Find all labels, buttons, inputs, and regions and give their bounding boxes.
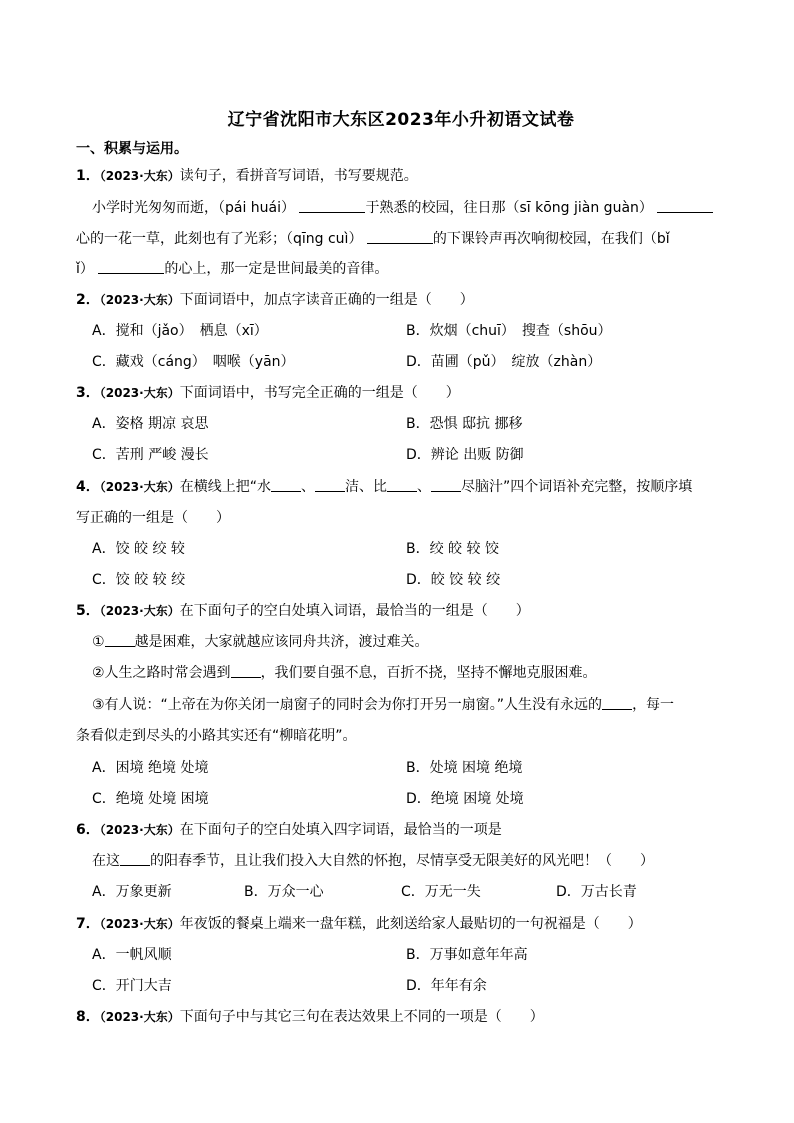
question-8 <box>76 1007 544 1027</box>
answer-blank[interactable] <box>120 851 150 866</box>
sentence-text: 在这 <box>92 853 120 869</box>
option-b[interactable]: B．绞 皎 较 饺 <box>406 541 499 557</box>
option-b[interactable]: B．炊烟（chuī） 搜查（shōu） <box>406 323 612 339</box>
option-d[interactable]: D．苗圃（pǔ） 绽放（zhàn） <box>406 354 602 370</box>
option-d[interactable]: D．年年有余 <box>406 978 487 994</box>
question-source: （2023·大东） <box>99 293 180 307</box>
question-source: （2023·大东） <box>99 1010 180 1024</box>
question-source: （2023·大东） <box>99 169 180 183</box>
option-c[interactable]: C．绝境 处境 困境 <box>92 791 209 807</box>
question-source: （2023·大东） <box>99 480 180 494</box>
option-b[interactable]: B．万事如意年年高 <box>406 947 528 963</box>
question-number: 6． <box>76 822 100 838</box>
answer-blank[interactable] <box>315 477 345 492</box>
sentence-3 <box>92 695 674 715</box>
sentence-3-continued: 条看似走到尽头的小路其实还有“柳暗花明”。 <box>76 728 357 744</box>
question-stem: 、 <box>300 479 315 495</box>
sentence-text: ③有人说：“上帝在为你关闭一扇窗子的同时会为你打开另一扇窗。”人生没有永远的 <box>92 697 603 713</box>
passage-line-2 <box>76 229 670 249</box>
question-source: （2023·大东） <box>99 386 180 400</box>
answer-blank[interactable] <box>657 198 713 213</box>
option-d[interactable]: D．万古长青 <box>556 884 637 900</box>
answer-blank[interactable] <box>105 632 135 647</box>
option-d[interactable]: D．辨论 出贩 防御 <box>406 447 524 463</box>
question-7 <box>76 914 642 934</box>
answer-blank[interactable] <box>299 198 365 213</box>
answer-blank[interactable] <box>98 259 164 274</box>
passage-text: 小学时光匆匆而逝，（pái huái） <box>92 200 296 216</box>
question-number: 3． <box>76 385 100 401</box>
question-stem: 在下面句子的空白处填入四字词语，最恰当的一项是 <box>179 822 502 838</box>
sentence-text: ，每一 <box>632 697 675 713</box>
option-b[interactable]: B．处境 困境 绝境 <box>406 760 523 776</box>
option-c[interactable]: C．万无一失 <box>401 884 481 900</box>
answer-blank[interactable] <box>431 477 461 492</box>
option-c[interactable]: C．藏戏（cáng） 咽喉（yān） <box>92 354 295 370</box>
option-a[interactable]: A．一帆风顺 <box>92 947 172 963</box>
section-heading: 一、积累与运用。 <box>76 141 188 157</box>
option-a[interactable]: A．困境 绝境 处境 <box>92 760 209 776</box>
passage-text: 心的一花一草，此刻也有了光彩；（qīng cuì） <box>76 231 363 247</box>
sentence-text: 的阳春季节，且让我们投入大自然的怀抱，尽情享受无限美好的风光吧！（ ） <box>150 853 654 869</box>
question-number: 5． <box>76 603 100 619</box>
sentence-text: ① <box>92 634 105 650</box>
answer-blank[interactable] <box>231 663 261 678</box>
question-source: （2023·大东） <box>99 917 180 931</box>
option-c[interactable]: C．饺 皎 较 绞 <box>92 572 186 588</box>
answer-blank[interactable] <box>367 229 433 244</box>
answer-blank[interactable] <box>271 477 301 492</box>
passage-text: 的心上，那一定是世间最美的音律。 <box>164 261 389 277</box>
question-6 <box>76 820 502 840</box>
question-stem: 洁、比 <box>344 479 387 495</box>
option-c[interactable]: C．苦刑 严峻 漫长 <box>92 447 209 463</box>
sentence-text: 越是困难，大家就越应该同舟共济，渡过难关。 <box>134 634 429 650</box>
question-stem: 下面句子中与其它三句在表达效果上不同的一项是（ ） <box>179 1009 544 1025</box>
sentence-1 <box>92 851 654 871</box>
option-d[interactable]: D．皎 饺 较 绞 <box>406 572 501 588</box>
option-b[interactable]: B．万众一心 <box>244 884 324 900</box>
passage-text: 于熟悉的校园，往日那（sī kōng jiàn guàn） <box>365 200 653 216</box>
question-number: 7． <box>76 916 100 932</box>
question-stem: 、 <box>416 479 431 495</box>
question-number: 1． <box>76 168 100 184</box>
question-1 <box>76 166 418 186</box>
passage-text: ǐ） <box>76 261 94 277</box>
option-b[interactable]: B．恐惧 邸抗 挪移 <box>406 416 523 432</box>
question-source: （2023·大东） <box>99 604 180 618</box>
question-number: 4． <box>76 479 100 495</box>
sentence-1 <box>92 632 429 652</box>
question-number: 2． <box>76 292 100 308</box>
sentence-text: ②人生之路时常会遇到 <box>92 665 231 681</box>
question-number: 8． <box>76 1009 100 1025</box>
answer-blank[interactable] <box>387 477 417 492</box>
option-d[interactable]: D．绝境 困境 处境 <box>406 791 524 807</box>
option-a[interactable]: A．万象更新 <box>92 884 172 900</box>
question-stem-continued: 写正确的一组是（ ） <box>76 510 230 526</box>
question-stem: 在横线上把“水 <box>179 479 271 495</box>
page-title: 辽宁省沈阳市大东区2023年小升初语文试卷 <box>227 110 575 130</box>
option-a[interactable]: A．搅和（jǎo） 栖息（xī） <box>92 323 268 339</box>
answer-blank[interactable] <box>602 695 632 710</box>
option-a[interactable]: A．姿格 期凉 哀思 <box>92 416 209 432</box>
passage-line-3 <box>76 259 388 279</box>
question-3 <box>76 383 460 403</box>
passage-line-1 <box>92 198 713 218</box>
question-5 <box>76 601 530 621</box>
passage-text: 的下课铃声再次响彻校园，在我们（bǐ <box>432 231 670 247</box>
option-a[interactable]: A．饺 皎 绞 较 <box>92 541 185 557</box>
question-stem: 年夜饭的餐桌上端来一盘年糕，此刻送给家人最贴切的一句祝福是（ ） <box>179 916 642 932</box>
question-4 <box>76 477 692 497</box>
question-stem: 尽脑汁”四个词语补充完整，按顺序填 <box>460 479 693 495</box>
sentence-2 <box>92 663 597 683</box>
question-stem: 下面词语中，书写完全正确的一组是（ ） <box>179 385 460 401</box>
sentence-text: ，我们要自强不息，百折不挠，坚持不懈地克服困难。 <box>260 665 597 681</box>
question-stem: 在下面句子的空白处填入词语，最恰当的一组是（ ） <box>179 603 530 619</box>
question-stem: 读句子，看拼音写词语，书写要规范。 <box>179 168 418 184</box>
option-c[interactable]: C．开门大吉 <box>92 978 172 994</box>
question-2 <box>76 290 474 310</box>
question-stem: 下面词语中，加点字读音正确的一组是（ ） <box>179 292 474 308</box>
question-source: （2023·大东） <box>99 823 180 837</box>
